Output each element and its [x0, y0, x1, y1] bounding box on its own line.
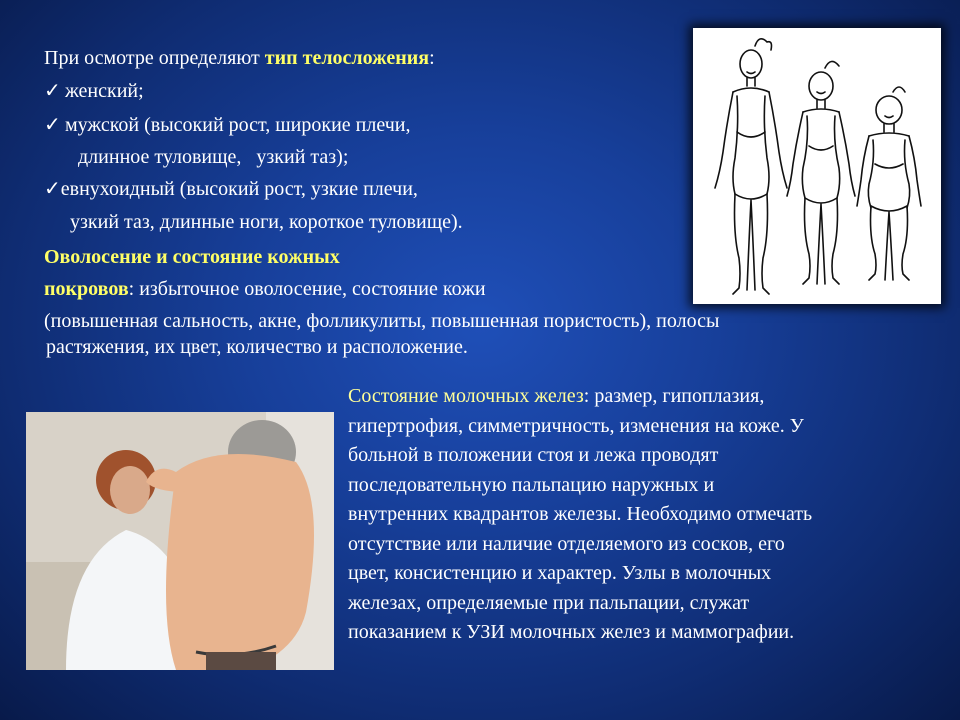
checkmark-icon: ✓ — [44, 80, 61, 102]
body-type-male-cont: длинное туловище, узкий таз); — [78, 146, 349, 168]
short-figure — [857, 87, 921, 280]
breast-line: гипертрофия, симметричность, изменения на коже. У — [348, 414, 804, 437]
breast-line: железах, определяемые при пальпации, служат — [348, 591, 750, 614]
intro-line — [44, 44, 435, 72]
breast-line: показанием к УЗИ молочных желез и маммографии. — [348, 621, 795, 643]
body-type-eunuchoid — [44, 175, 418, 203]
intro-term: тип телосложения — [264, 47, 430, 69]
body-type-female — [44, 77, 144, 105]
breast-line-1-rest: : размер, гипоплазия, — [583, 385, 765, 407]
body-type-eunuchoid-cont: узкий таз, длинные ноги, короткое туловище). — [70, 211, 463, 233]
tall-figure — [715, 39, 787, 294]
body-silhouettes-drawing — [693, 28, 941, 304]
breast-line: внутренних квадрантов железы. Необходимо отмечать — [348, 503, 813, 525]
body-types-illustration — [693, 28, 941, 304]
breast-heading: Состояние молочных желез — [348, 385, 584, 407]
body-type-label: мужской (высокий рост, широкие плечи, — [65, 114, 411, 136]
breast-examination-photo — [26, 412, 334, 670]
skin-heading: Оволосение и состояние кожных — [44, 246, 340, 268]
body-type-male — [44, 111, 411, 139]
skin-heading-cont: покровов — [44, 278, 129, 300]
skin-desc: : избыточное оволосение, состояние кожи — [128, 278, 486, 300]
breast-line: отсутствие или наличие отделяемого из сосков, его — [348, 532, 785, 555]
skin-line-4: растяжения, их цвет, количество и расположение. — [46, 336, 468, 358]
skin-line-3: (повышенная сальность, акне, фолликулиты, повышенная пористость), полосы — [44, 310, 720, 332]
intro-lead: При осмотре определяют — [44, 47, 265, 69]
exam-photo-drawing — [26, 412, 334, 670]
intro-colon: : — [429, 47, 435, 69]
breast-line: последовательную пальпацию наружных и — [348, 473, 715, 496]
checkmark-icon: ✓ — [44, 114, 61, 136]
breast-line: больной в положении стоя и лежа проводят — [348, 444, 719, 466]
breast-line-1 — [348, 382, 948, 412]
body-type-label: женский; — [65, 80, 144, 102]
skin-line-2 — [44, 275, 486, 303]
body-type-label: евнухоидный (высокий рост, узкие плечи, — [60, 178, 418, 200]
checkmark-icon: ✓ — [44, 178, 61, 200]
breast-exam-paragraph — [348, 382, 948, 648]
medium-figure — [787, 61, 855, 284]
breast-line: цвет, консистенцию и характер. Узлы в молочных — [348, 562, 772, 584]
